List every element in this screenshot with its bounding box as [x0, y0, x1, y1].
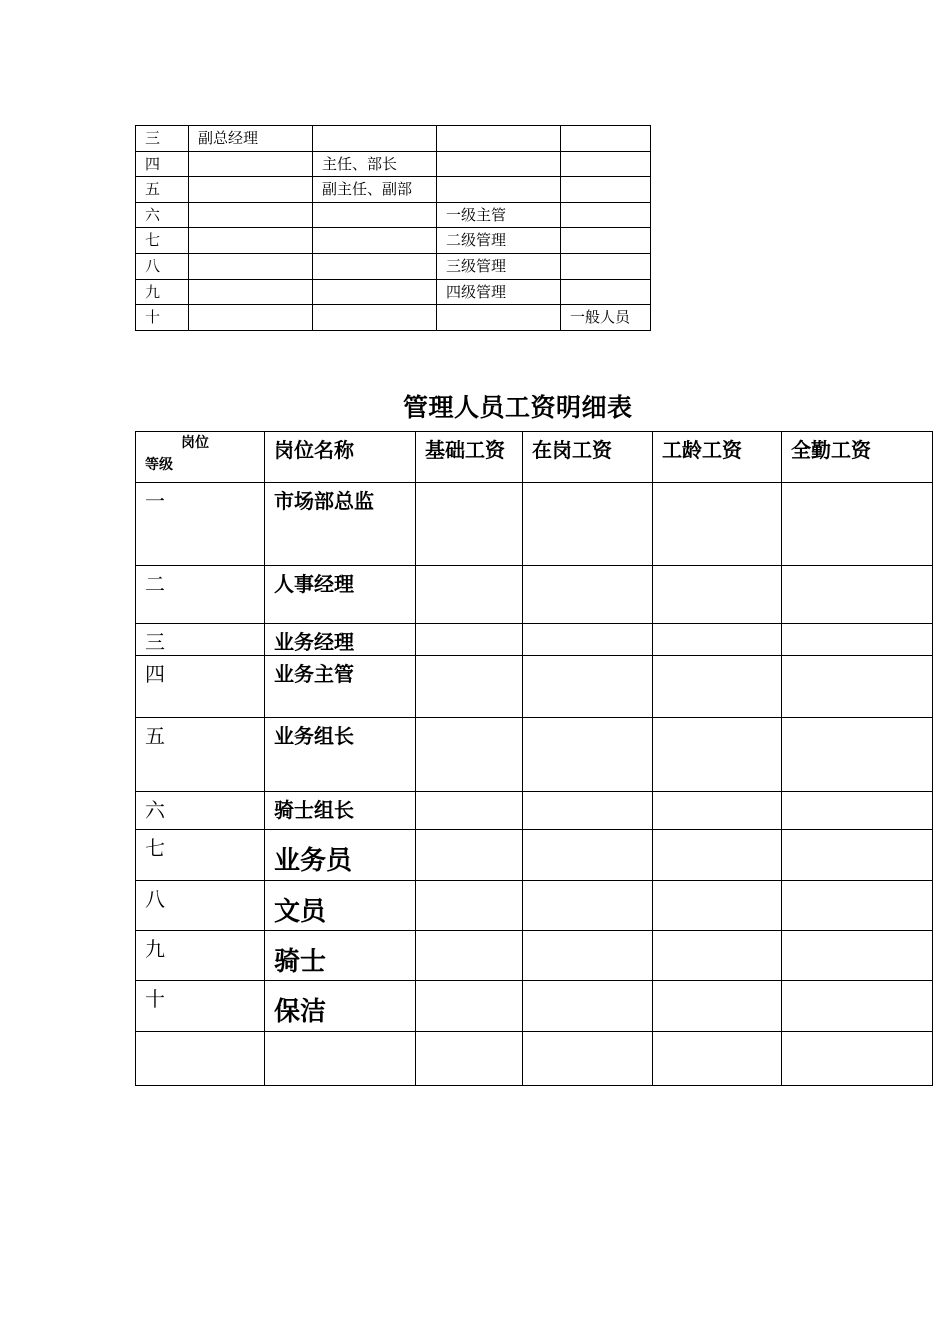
table-row — [136, 792, 933, 830]
seniority-salary-cell[interactable] — [653, 624, 782, 656]
grade-cell: 三 — [136, 624, 265, 656]
grade-cell: 十 — [136, 305, 189, 331]
position-name-cell: 业务主管 — [265, 656, 416, 718]
position-name-cell: 骑士 — [265, 931, 416, 981]
table-row — [136, 931, 933, 981]
cell — [189, 202, 313, 228]
onduty-salary-cell[interactable] — [523, 656, 653, 718]
grade-cell: 九 — [136, 279, 189, 305]
onduty-salary-cell[interactable] — [523, 981, 653, 1032]
cell — [437, 177, 561, 203]
table-row — [136, 1032, 933, 1086]
grade-cell: 八 — [136, 881, 265, 931]
onduty-salary-cell[interactable] — [523, 1032, 653, 1086]
cell — [561, 151, 651, 177]
cell — [561, 253, 651, 279]
onduty-salary-cell[interactable] — [523, 830, 653, 881]
attendance-salary-cell[interactable] — [782, 624, 933, 656]
seniority-salary-cell[interactable] — [653, 1032, 782, 1086]
table-row — [136, 151, 651, 177]
grade-cell: 二 — [136, 566, 265, 624]
position-name-cell: 业务组长 — [265, 718, 416, 792]
grade-cell: 四 — [136, 151, 189, 177]
cell — [313, 228, 437, 254]
attendance-salary-cell[interactable] — [782, 881, 933, 931]
position-name-cell: 市场部总监 — [265, 483, 416, 566]
corner-top-label: 岗位 — [181, 435, 209, 451]
header-position-name: 岗位名称 — [265, 432, 416, 483]
position-name-cell: 文员 — [265, 881, 416, 931]
grade-cell: 五 — [136, 177, 189, 203]
onduty-salary-cell[interactable] — [523, 718, 653, 792]
table-row — [136, 177, 651, 203]
seniority-salary-cell[interactable] — [653, 830, 782, 881]
cell: 三级管理 — [437, 253, 561, 279]
attendance-salary-cell[interactable] — [782, 656, 933, 718]
position-name-cell: 骑士组长 — [265, 792, 416, 830]
cell — [561, 279, 651, 305]
grade-cell: 四 — [136, 656, 265, 718]
cell — [189, 177, 313, 203]
cell: 一级主管 — [437, 202, 561, 228]
salary-detail-table — [135, 431, 933, 1086]
onduty-salary-cell[interactable] — [523, 624, 653, 656]
header-onduty-salary: 在岗工资 — [523, 432, 653, 483]
cell — [313, 202, 437, 228]
header-attendance-salary: 全勤工资 — [782, 432, 933, 483]
table-row — [136, 126, 651, 152]
table-row — [136, 881, 933, 931]
table-row — [136, 656, 933, 718]
seniority-salary-cell[interactable] — [653, 483, 782, 566]
base-salary-cell[interactable] — [416, 566, 523, 624]
grade-cell: 五 — [136, 718, 265, 792]
attendance-salary-cell[interactable] — [782, 1032, 933, 1086]
grade-cell: 八 — [136, 253, 189, 279]
base-salary-cell[interactable] — [416, 483, 523, 566]
cell — [437, 151, 561, 177]
cell — [313, 279, 437, 305]
table-row — [136, 624, 933, 656]
onduty-salary-cell[interactable] — [523, 931, 653, 981]
table-row — [136, 279, 651, 305]
grade-cell: 九 — [136, 931, 265, 981]
seniority-salary-cell[interactable] — [653, 718, 782, 792]
attendance-salary-cell[interactable] — [782, 931, 933, 981]
grade-cell: 七 — [136, 830, 265, 881]
cell — [561, 228, 651, 254]
attendance-salary-cell[interactable] — [782, 718, 933, 792]
onduty-salary-cell[interactable] — [523, 566, 653, 624]
base-salary-cell[interactable] — [416, 624, 523, 656]
table-row — [136, 718, 933, 792]
seniority-salary-cell[interactable] — [653, 792, 782, 830]
cell — [437, 305, 561, 331]
cell: 二级管理 — [437, 228, 561, 254]
cell: 副总经理 — [189, 126, 313, 152]
seniority-salary-cell[interactable] — [653, 566, 782, 624]
header-row — [136, 432, 933, 483]
attendance-salary-cell[interactable] — [782, 981, 933, 1032]
cell — [561, 202, 651, 228]
base-salary-cell[interactable] — [416, 931, 523, 981]
position-name-cell: 业务经理 — [265, 624, 416, 656]
grade-cell — [136, 1032, 265, 1086]
table-row — [136, 566, 933, 624]
grade-cell: 六 — [136, 202, 189, 228]
attendance-salary-cell[interactable] — [782, 792, 933, 830]
attendance-salary-cell[interactable] — [782, 830, 933, 881]
cell — [189, 253, 313, 279]
base-salary-cell[interactable] — [416, 981, 523, 1032]
table-row — [136, 253, 651, 279]
grade-cell: 七 — [136, 228, 189, 254]
grade-mapping-table — [135, 125, 651, 331]
cell: 副主任、副部 — [313, 177, 437, 203]
position-name-cell: 业务员 — [265, 830, 416, 881]
onduty-salary-cell[interactable] — [523, 881, 653, 931]
cell — [189, 151, 313, 177]
seniority-salary-cell[interactable] — [653, 881, 782, 931]
cell: 一般人员 — [561, 305, 651, 331]
cell: 主任、部长 — [313, 151, 437, 177]
grade-cell: 十 — [136, 981, 265, 1032]
position-name-cell: 人事经理 — [265, 566, 416, 624]
cell — [437, 126, 561, 152]
table-row — [136, 202, 651, 228]
cell — [313, 253, 437, 279]
cell — [189, 279, 313, 305]
onduty-salary-cell[interactable] — [523, 483, 653, 566]
grade-cell: 一 — [136, 483, 265, 566]
header-base-salary: 基础工资 — [416, 432, 523, 483]
base-salary-cell[interactable] — [416, 830, 523, 881]
base-salary-cell[interactable] — [416, 1032, 523, 1086]
cell: 四级管理 — [437, 279, 561, 305]
position-name-cell — [265, 1032, 416, 1086]
seniority-salary-cell[interactable] — [653, 981, 782, 1032]
table-row — [136, 981, 933, 1032]
cell — [561, 126, 651, 152]
base-salary-cell[interactable] — [416, 656, 523, 718]
table-row — [136, 830, 933, 881]
base-salary-cell[interactable] — [416, 718, 523, 792]
seniority-salary-cell[interactable] — [653, 931, 782, 981]
cell — [189, 305, 313, 331]
table-row — [136, 228, 651, 254]
seniority-salary-cell[interactable] — [653, 656, 782, 718]
corner-header — [136, 432, 265, 483]
cell — [189, 228, 313, 254]
cell — [313, 305, 437, 331]
base-salary-cell[interactable] — [416, 881, 523, 931]
page-title: 管理人员工资明细表 — [403, 393, 633, 422]
attendance-salary-cell[interactable] — [782, 566, 933, 624]
cell — [313, 126, 437, 152]
corner-bottom-label: 等级 — [145, 457, 173, 473]
grade-cell: 三 — [136, 126, 189, 152]
base-salary-cell[interactable] — [416, 792, 523, 830]
onduty-salary-cell[interactable] — [523, 792, 653, 830]
position-name-cell: 保洁 — [265, 981, 416, 1032]
table-row — [136, 305, 651, 331]
attendance-salary-cell[interactable] — [782, 483, 933, 566]
grade-cell: 六 — [136, 792, 265, 830]
cell — [561, 177, 651, 203]
table-row — [136, 483, 933, 566]
header-seniority-salary: 工龄工资 — [653, 432, 782, 483]
